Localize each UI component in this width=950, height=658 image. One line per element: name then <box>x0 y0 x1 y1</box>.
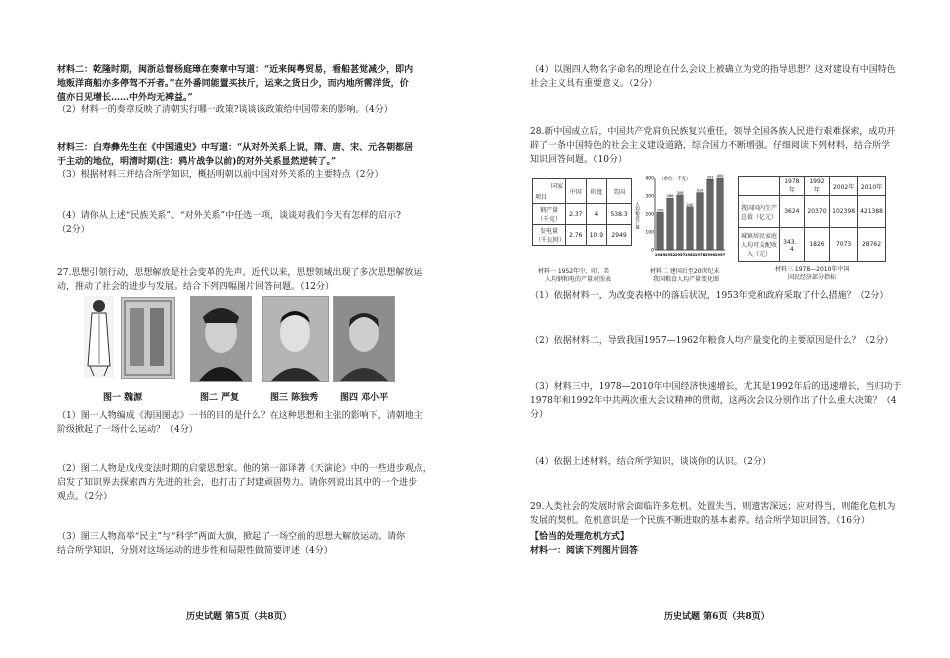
question-27-1: （1）图一人物编成《海国图志》一书的目的是什么？在这种思想和主张的影响下，清朝地主 <box>57 411 423 421</box>
question-28-1: （1）依据材料一，为改变表格中的落后状况，1953年党和政府采取了什么措施？（2分） <box>530 291 889 301</box>
bar-value-label: 288 <box>666 194 674 199</box>
chart-bar <box>657 212 664 250</box>
page-footer-right: 历史试题 第6页（共8页） <box>664 612 770 622</box>
table-cell: 538.3 <box>607 204 632 225</box>
chart-bar <box>717 178 724 250</box>
yan-fu-portrait <box>190 296 252 382</box>
table-cell: 20370 <box>804 196 829 228</box>
question-28-3: （3）材料三中，1978—2010年中国经济快速增长，尤其是1992年后的迅速增长，当归功于 <box>530 382 902 392</box>
question-27-3: （3）图三人物高举“民主”与“科学”两面大旗，掀起了一场空前的思想大解放运动。请你 <box>57 532 406 542</box>
table-cell: 421388 <box>858 196 886 228</box>
question-4-line2: （2分） <box>57 225 90 235</box>
question-27-stem: 27.思想引领行动，思想解放是社会变革的先声。近代以来，思想领域出现了多次思想解放运 <box>57 268 423 278</box>
grain-per-capita-chart <box>635 170 730 262</box>
steel-electricity-table <box>532 178 632 246</box>
question-27-3-line2: 结合所学知识，分别对这场运动的进步性和局限性做简要评述（4分） <box>57 546 333 556</box>
question-28-stem-line3: 知识回答问题。（10分） <box>530 155 627 165</box>
table-cell: 28762 <box>858 228 886 262</box>
question-27-4: （4）以图四人物名字命名的理论在什么会议上被确立为党的指导思想？这对建设有中国特色 <box>530 65 896 75</box>
y-tick-label: 0 <box>651 248 654 254</box>
table-header: 美国 <box>607 179 632 204</box>
economy-indicator-table <box>738 176 886 262</box>
material-3-text-line2: 于主动的地位，明清时期(注：鸦片战争以前)的对外关系显然逆转了。” <box>57 157 337 167</box>
corner-label-item: 项目 <box>535 194 548 201</box>
y-tick-label: 300 <box>645 194 654 200</box>
x-tick-label: 1949 <box>654 252 666 257</box>
y-tick-label: 200 <box>645 212 654 218</box>
table-cell: 2.76 <box>566 225 587 246</box>
table-row-label: 城镇居民家庭人均可支配收入（元） <box>739 228 780 262</box>
table-3-caption-line2: 国民经济部分指标 <box>788 274 837 281</box>
table-header: 2002年 <box>830 177 858 196</box>
chart-bar <box>677 195 684 250</box>
y-tick-label: 400 <box>645 176 654 182</box>
caption-figure-2: 图二 严复 <box>200 393 240 403</box>
caption-figure-4: 图四 邓小平 <box>340 393 389 403</box>
x-tick-label: 1952 <box>664 252 676 257</box>
question-28-3-line2: 1978年和1992年中共两次重大会议精神的贯彻，这两次会议分别作出了什么重大决策？（4 <box>530 396 897 406</box>
question-2: （2）材料一的奏章反映了清朝实行哪一政策?谈谈该政策给中国带来的影响。（4分） <box>57 105 393 115</box>
y-axis-side-label: 人均粮食产量 <box>635 202 640 229</box>
chart-bar <box>697 193 704 250</box>
question-29-stem: 29.人类社会的发展时常会面临许多危机。处置失当，则遗害深远；应对得当，则能化危机为 <box>530 502 896 512</box>
material-2-text: 材料二：乾隆时期，闽浙总督杨庭璋在奏章中写道：“近来闽粤贸易，看船甚觉减少，即内 <box>57 65 414 75</box>
table-3-caption: 材料三 1978—2010年中国 <box>775 266 850 273</box>
question-29-section-heading: 【恰当的处理危机方式】 <box>530 532 630 542</box>
bar-value-label: 393 <box>706 175 714 180</box>
question-27-2-line3: 观点。（2分） <box>57 492 113 502</box>
y-tick-label: 100 <box>645 230 654 236</box>
x-tick-label: 1990 <box>704 252 716 257</box>
table-cell: 343．4 <box>780 228 805 262</box>
chart-bar <box>687 207 694 250</box>
table-row-label: 钢产量（千克） <box>533 204 566 225</box>
haiguo-tuzhi-book-cover <box>121 297 175 379</box>
table-cell: 7073 <box>830 228 858 262</box>
question-28-3-line3: 分） <box>530 410 549 420</box>
table-cell: 3624 <box>780 196 805 228</box>
page-footer-left: 历史试题 第5页（共8页） <box>186 612 292 622</box>
bar-value-label: 240 <box>686 202 694 207</box>
caption-figure-1: 图一 魏源 <box>103 393 143 403</box>
table-row-label: 发电量（千瓦时） <box>533 225 566 246</box>
table-header: 1978年 <box>780 177 805 196</box>
y-axis-unit-label: （单位：千克） <box>659 177 691 182</box>
material-2-text-line2: 地贩洋商船亦多停驾不开者。”在外番同能置买扶斤，运来之货日少，而内地所需洋货，价 <box>57 79 409 89</box>
x-tick-label: 1962 <box>684 252 696 257</box>
question-27-1-line2: 阶级掀起了一场什么运动？（4分） <box>57 425 198 435</box>
question-27-2: （2）图二人物是戊戌变法时期的启蒙思想家。他的第一部译著《天演论》中的一些进步观点， <box>57 464 432 474</box>
table-corner-cell <box>739 177 780 196</box>
chen-duxiu-portrait <box>262 296 329 382</box>
x-tick-label: 1997 <box>714 252 726 257</box>
question-28-2: （2）依据材料二，导致我国1957—1962年粮食人均产量变化的主要原因是什么？（2分） <box>530 336 894 346</box>
question-29-stem-line2: 发展的契机。危机意识是一个民族不断进取的基本素养。结合所学知识回答。（16分） <box>530 516 870 526</box>
question-28-stem-line2: 辟了一条中国特色的社会主义建设道路，综合国力不断增强。仔细阅读下列材料，结合所学 <box>530 141 891 151</box>
deng-xiaoping-portrait <box>333 296 395 382</box>
chart-caption: 材料二 建国后至20世纪末 <box>650 268 720 275</box>
question-29-material-1: 材料一：阅读下列图片回答 <box>530 546 639 556</box>
question-27-stem-line2: 动，推动了社会的进步与发展。结合下列四幅图片回答问题。（12分） <box>57 282 334 292</box>
chart-bar <box>667 198 674 250</box>
table-cell: 4 <box>586 204 607 225</box>
question-27-2-line2: 启发了知识界去探索西方先进的社会，也打击了封建顽固势力。请你列说出其中的一个进步 <box>57 478 418 488</box>
table-corner-cell <box>533 179 566 204</box>
question-28-4: （4）依据上述材料，结合所学知识，谈谈你的认识。（2分） <box>530 457 771 467</box>
chart-caption-line2: 我国粮食人均产量变化图 <box>653 276 720 283</box>
material-3-text: 材料三：白寿彝先生在《中国通史》中写道：“从对外关系上说，隋、唐、宋、元各朝都居 <box>57 143 414 153</box>
table-header: 1992年 <box>804 177 829 196</box>
caption-figure-3: 图三 陈独秀 <box>270 393 319 403</box>
table-cell: 2949 <box>607 225 632 246</box>
table-header: 2010年 <box>858 177 886 196</box>
table-row-label: 我国国内生产总值（亿元） <box>739 196 780 228</box>
table-cell: 102398 <box>830 196 858 228</box>
x-tick-label: 1978 <box>694 252 706 257</box>
bar-value-label: 306 <box>676 190 684 195</box>
question-27-4-line2: 社会主义具有重要意义。（2分） <box>530 79 658 89</box>
table-1-caption-line2: 人均钢和电的产量对照表 <box>545 276 612 283</box>
question-3: （3）根据材料三并结合所学知识，概括明朝以前中国对外关系的主要特点（2分） <box>57 170 384 180</box>
corner-label-country: 国家 <box>550 183 563 190</box>
wei-yuan-figure-sketch <box>84 296 114 378</box>
chart-bar <box>707 179 714 250</box>
table-cell: 1826 <box>804 228 829 262</box>
bar-value-label: 319 <box>696 188 704 193</box>
material-2-text-line3: 值亦日见增长……中外均无裨益。” <box>57 93 193 103</box>
question-28-stem: 28.新中国成立后，中国共产党肩负民族复兴重任，领导全国各族人民进行艰难探索，成功开 <box>530 127 896 137</box>
bar-value-label: 209 <box>656 208 664 213</box>
table-1-caption: 材料一 1952年中、印、美 <box>538 268 610 275</box>
table-cell: 10.9 <box>586 225 607 246</box>
table-cell: 2.37 <box>566 204 587 225</box>
table-header: 中国 <box>566 179 587 204</box>
bar-value-label: 400 <box>716 174 724 178</box>
table-header: 印度 <box>586 179 607 204</box>
question-4: （4）请你从上述“民族关系”、“对外关系”中任选一项，谈谈对我们今天有怎样的启示? <box>57 211 401 221</box>
x-tick-label: 1957 <box>674 252 686 257</box>
